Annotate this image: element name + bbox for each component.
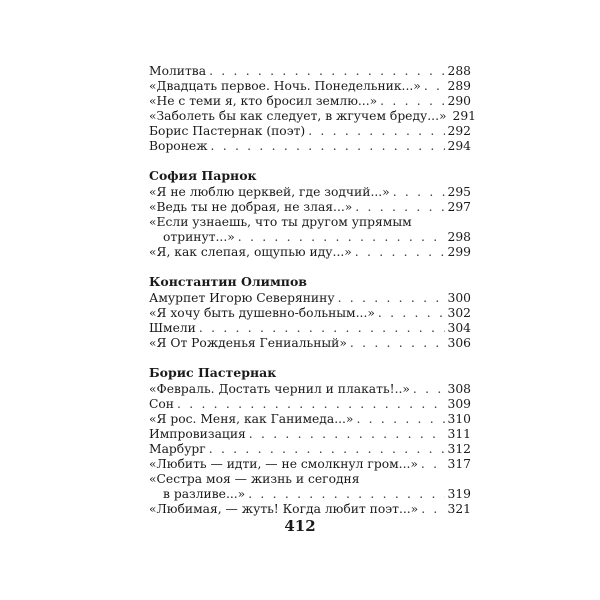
toc-entry-page: 312 (447, 442, 471, 456)
toc-entry-title: Марбург (149, 442, 206, 456)
toc-entry (149, 412, 471, 427)
toc-entry (149, 185, 471, 200)
toc-entry (149, 487, 471, 502)
dot-leader (424, 79, 445, 94)
toc-entry-page: 319 (447, 487, 471, 501)
toc-entry-page: 304 (447, 321, 471, 335)
dot-leader (355, 245, 445, 260)
toc-entry-title: «Ведь ты не добрая, не злая...» (149, 200, 353, 214)
page-number: 412 (284, 517, 316, 535)
toc-entry-page: 289 (447, 79, 471, 93)
toc-entry (149, 124, 471, 139)
dot-leader (356, 412, 444, 427)
toc-section (149, 365, 471, 517)
dot-leader (355, 200, 444, 215)
toc-entry-page: 290 (447, 94, 471, 108)
dot-leader (413, 382, 445, 397)
dot-leader (211, 139, 445, 154)
dot-leader (393, 185, 445, 200)
toc-entry-title: «Не с теми я, кто бросил землю...» (149, 94, 378, 108)
toc-entry-page: 321 (447, 502, 471, 516)
dot-leader (249, 427, 445, 442)
toc-entry (149, 291, 471, 306)
author-heading: София Парнок (149, 168, 257, 183)
dot-leader (209, 442, 445, 457)
toc-entry-title: «Любить — идти, — не смолкнул гром...» (149, 457, 418, 471)
dot-leader (350, 336, 445, 351)
table-of-contents (149, 64, 477, 517)
toc-entry (149, 427, 471, 442)
toc-entry-page: 297 (447, 200, 471, 214)
toc-entry-page: 309 (447, 397, 471, 411)
toc-entry-multiline (149, 472, 471, 502)
toc-entry-title: Амурпет Игорю Северянину (149, 291, 335, 305)
toc-entry-page: 310 (447, 412, 471, 426)
toc-entry (149, 245, 471, 260)
toc-entry (149, 321, 471, 336)
dot-leader (209, 64, 444, 79)
toc-entry (149, 64, 471, 79)
toc-entry-title: Молитва (149, 64, 207, 78)
toc-entry-title: Воронеж (149, 139, 208, 153)
toc-entry-page: 300 (447, 291, 471, 305)
toc-entry-page: 291 (452, 109, 477, 123)
toc-entry-title: «Двадцать первое. Ночь. Понедельник...» (149, 79, 421, 93)
toc-entry-page: 317 (447, 457, 471, 471)
toc-entry-title: Борис Пастернак (поэт) (149, 124, 306, 138)
toc-entry (149, 397, 471, 412)
author-heading: Борис Пастернак (149, 365, 277, 380)
toc-entry-title: «Заболеть бы как следует, в жгучем бреду...» (149, 109, 447, 123)
toc-entry-title: отринут...» (163, 230, 235, 244)
dot-leader (308, 124, 444, 139)
toc-section (149, 274, 471, 351)
toc-entry (149, 457, 471, 472)
toc-entry-page: 295 (447, 185, 471, 199)
toc-entry-page: 298 (447, 230, 471, 244)
toc-entry (149, 382, 471, 397)
dot-leader (421, 502, 444, 517)
toc-entry (149, 79, 471, 94)
toc-entry-multiline (149, 215, 471, 245)
toc-entry-page: 288 (447, 64, 471, 78)
toc-entry-title: «Я От Рожденья Гениальный» (149, 336, 347, 350)
dot-leader (238, 230, 445, 245)
dot-leader (199, 321, 445, 336)
toc-entry-page: 302 (447, 306, 471, 320)
toc-entry (149, 336, 471, 351)
toc-entry-title: в разливе...» (163, 487, 246, 501)
toc-entry-page: 294 (447, 139, 471, 153)
dot-leader (421, 457, 445, 472)
toc-entry-title: Импровизация (149, 427, 246, 441)
toc-entry (149, 230, 471, 245)
dot-leader (338, 291, 445, 306)
toc-entry-title: Сон (149, 397, 175, 411)
toc-entry-page: 292 (447, 124, 471, 138)
toc-entry-title: «Я не люблю церквей, где зодчий...» (149, 185, 390, 199)
dot-leader (248, 487, 444, 502)
toc-entry (149, 109, 477, 124)
toc-section (149, 64, 477, 154)
toc-entry-title: «Я, как слепая, ощупью иду...» (149, 245, 352, 259)
toc-entry-title: Шмели (149, 321, 196, 335)
toc-entry-title-line1: «Если узнаешь, что ты другом упрямым (149, 215, 412, 229)
toc-entry-page: 311 (447, 427, 471, 441)
dot-leader (378, 306, 445, 321)
author-heading: Константин Олимпов (149, 274, 307, 289)
toc-entry (149, 94, 471, 109)
toc-entry (149, 139, 471, 154)
toc-entry-page: 308 (447, 382, 471, 396)
toc-entry-title: «Я рос. Меня, как Ганимеда...» (149, 412, 354, 426)
toc-entry (149, 442, 471, 457)
toc-entry-page: 299 (447, 245, 471, 259)
toc-entry-title: «Я хочу быть душевно-больным...» (149, 306, 375, 320)
toc-section (149, 168, 471, 260)
toc-entry-title: «Февраль. Достать чернил и плакать!..» (149, 382, 410, 396)
dot-leader (380, 94, 444, 109)
toc-entry (149, 306, 471, 321)
toc-entry-title-line1: «Сестра моя — жизнь и сегодня (149, 472, 360, 486)
toc-entry (149, 502, 471, 517)
toc-entry (149, 200, 471, 215)
dot-leader (177, 397, 445, 412)
toc-entry-page: 306 (447, 336, 471, 350)
toc-entry-title: «Любимая, — жуть! Когда любит поэт...» (149, 502, 419, 516)
